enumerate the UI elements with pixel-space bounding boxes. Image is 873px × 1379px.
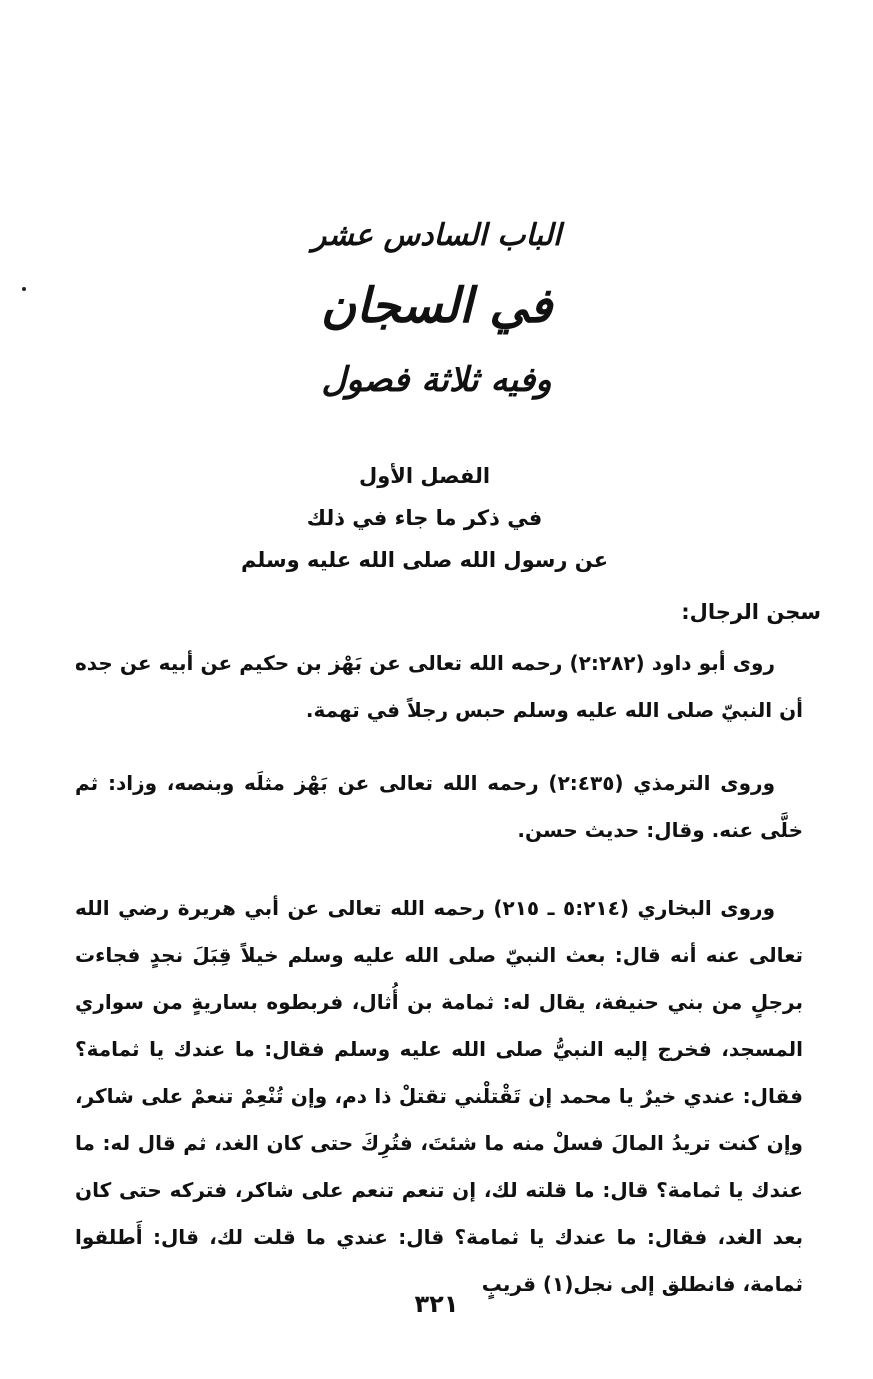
chapter-title: في السجان — [320, 278, 553, 334]
paragraph-text: وروى الترمذي (٢:٤٣٥) رحمه الله تعالى عن بَهْز مثلَه وبنصه، وزاد: ثم خلَّى عنه. وقال: حديث حسن. — [75, 771, 803, 842]
page-number: ٣٢١ — [414, 1290, 459, 1318]
section-heading-1: الفصل الأول — [358, 464, 491, 488]
paragraph — [75, 885, 803, 1308]
subheading: سجن الرجال: — [681, 600, 821, 624]
paragraph — [75, 640, 803, 734]
paragraph-text: وروى البخاري (٥:٢١٤ ـ ٢١٥) رحمه الله تعالى عن أبي هريرة رضي الله تعالى عنه أنه قال: بعث النبيّ صلى الله عليه وسلم خيلاً قِبَلَ نجدٍ فجاءت برجلٍ من بني حنيفة، يقال له: ثمامة بن أُثال، فربطوه بساريةٍ من سواري المسجد، فخرج إليه النبيُّ صلى الله عليه وسلم فقال: ما عندك يا ثمامة؟ فقال: عندي خيرٌ يا محمد إن تَقْتلْني تقتلْ ذا دم، وإن تُنْعِمْ تنعمْ على شاكر، وإن كنت تريدُ المالَ فسلْ منه ما شئتَ، فتُرِكَ حتى كان الغد، ثم قال له: ما عندك يا ثمامة؟ قال: ما قلته لك، إن تنعم تنعم على شاكر، فتركه حتى كان بعد الغد، فقال: ما عندك يا ثمامة؟ قال: عندي ما قلت لك، قال: أَطلقوا ثمامة، فانطلق إلى نجل(١) قريبٍ — [75, 896, 803, 1296]
chapter-number: الباب السادس عشر — [311, 218, 562, 253]
paragraph-text: روى أبو داود (٢:٢٨٢) رحمه الله تعالى عن بَهْز بن حكيم عن أبيه عن جده أن النبيّ صلى الله عليه وسلم حبس رجلاً في تهمة. — [75, 651, 803, 722]
paragraph — [75, 760, 803, 854]
chapter-subtitle: وفيه ثلاثة فصول — [321, 360, 552, 400]
section-heading-3: عن رسول الله صلى الله عليه وسلم — [240, 548, 609, 572]
section-heading-2: في ذكر ما جاء في ذلك — [306, 506, 543, 530]
